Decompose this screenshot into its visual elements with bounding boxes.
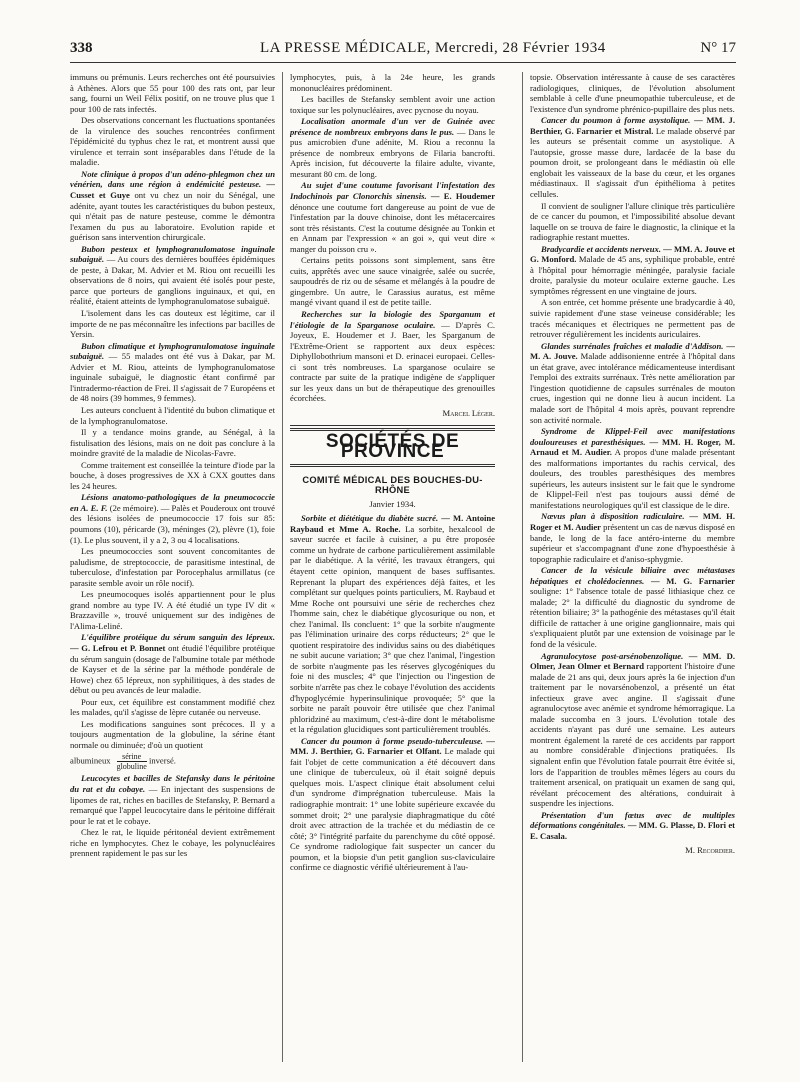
abstract-title: Bubon climatique et lymphogranulomatose inguinale subaiguë. bbox=[70, 340, 275, 362]
abstract-text: présentent un cas de nævus disposé en bande, le long de la face antéro-interne du membre supérieur et s'accompagnant d'une zone d'hypoesthésie à topographie radiculaire et d'aniso-sphygmie. bbox=[530, 521, 735, 564]
abstract-title: Syndrome de Klippel-Feil avec manifestations douloureuses et paresthésiques. bbox=[530, 426, 735, 447]
paragraph: Pour eux, cet équilibre est constamment modifié chez les malades, qu'il s'agisse de lèpre cutanée ou nerveuse. bbox=[70, 696, 275, 718]
section-rule bbox=[290, 464, 495, 467]
session-date: Janvier 1934. bbox=[369, 498, 416, 509]
abstract-text: (2e mémoire). — Palès et Pouderoux ont trouvé des lésions isolées de pneumococcie 17 fois sur 85: poumons (10), péricarde (3), méninges (2), plèvre (1), foie (1). Le plus souvent, il y a 2, 3 ou 4 localisations. bbox=[70, 502, 275, 545]
page-header bbox=[70, 40, 736, 60]
abstract-paragraph bbox=[290, 116, 495, 179]
paragraph: Comme traitement est conseillée la teinture d'iode par la bouche, à doses progressives de XX à CXX gouttes dans les 24 heures. bbox=[70, 459, 275, 491]
abstract-text: — En injectant des suspensions de lipomes de rat, riches en bacilles de Stefansky, P. Bernard a remarqué que l'appel leucocytaire dans le péritoine différait pour le rat et le cobaye. bbox=[70, 784, 275, 826]
column-left bbox=[70, 72, 275, 1072]
abstract-title: Lésions anatomo-pathologiques de la pneumococcie en A. E. F. bbox=[70, 492, 275, 513]
abstract-paragraph bbox=[290, 513, 495, 734]
abstract-authors: — M. A. Jouve. bbox=[530, 340, 735, 362]
abstract-authors: — Cusset et Guye bbox=[70, 179, 275, 201]
abstract-authors: — MM. H. Roger et M. Audier bbox=[530, 511, 735, 532]
abstract-paragraph bbox=[530, 810, 735, 842]
paragraph: Certains petits poissons sont simplement, sans être cuits, apprêtés avec une sauce vinaigrée, salée ou sucrée, saupoudrés de riz ou de sésame et mélangés à la poudre de gingembre. Un autre, le Carassius auratus, est même mangé vivant quand il est de petite taille. bbox=[290, 255, 495, 308]
abstract-text: Malade de 45 ans, syphilique probable, entré à l'hôpital pour hémorragie méningée, paralysie faciale droite, paralysie du moteur oculaire externe gauche. Les symptômes régressent en une vingtaine de jours. bbox=[530, 254, 735, 296]
abstract-title: Localisation anormale d'un ver de Guinée avec présence de nombreux embryons dans le pus. bbox=[290, 116, 495, 137]
issue-number: N° 17 bbox=[700, 40, 736, 56]
abstract-title: L'équilibre protéique du sérum sanguin des lépreux. bbox=[81, 632, 275, 643]
formula-label: albumineux bbox=[70, 755, 111, 766]
abstract-title: Bradycardie et accidents nerveux. bbox=[541, 243, 661, 254]
abstract-authors: — MM. J. Berthier, G. Farnarier et Mistral. bbox=[530, 115, 735, 136]
abstract-title: Bubon pesteux et lymphogranulomatose inguinale subaiguë. bbox=[70, 243, 275, 265]
paragraph: Les bacilles de Stefansky semblent avoir une action toxique sur les polynucléaires, avec pycnose du noyau. bbox=[290, 94, 495, 115]
society-name: COMITÉ MÉDICAL DES BOUCHES-DU-RHÔNE bbox=[302, 474, 483, 496]
column-right bbox=[530, 72, 735, 1072]
paragraph: immuns ou prémunis. Leurs recherches ont été poursuivies à Athènes. Alors que 55 pour 100 des rats ont, par leur sang, fourni un Weil Félix positif, on ne trouve plus que 1 pour 100 de rats infectés. bbox=[70, 72, 275, 114]
abstract-paragraph bbox=[530, 651, 735, 809]
abstract-title: Leucocytes et bacilles de Stefansky dans le péritoine du rat et du cobaye. bbox=[70, 773, 275, 794]
abstract-paragraph bbox=[530, 565, 735, 649]
paragraph: topsie. Observation intéressante à cause de ses caractères radiologiques, cliniques, de l'évolution absolument semblable à celle d'une pneumopathie tuberculeuse, et de l'existence d'un syndrome phrénico-pupillaire des plus nets. bbox=[530, 72, 735, 114]
paragraph: Il convient de souligner l'allure clinique très particulière de ce cancer du poumon, et l'impossibilité absolue devant laquelle on se trouva de faire le diagnostic, la clinique et la radiographie restant muettes. bbox=[530, 200, 735, 243]
abstract-authors: — MM. J. Berthier, G. Farnarier et Olfant. bbox=[290, 735, 495, 757]
paragraph: Les modifications sanguines sont précoces. Il y a toujours augmentation de la globuline, la sérine étant normale ou diminuée; d'où un quotient bbox=[70, 718, 275, 750]
abstract-text: — 55 malades ont été vus à Dakar, par M. Advier et M. Riou, atteints de lymphogranulomatose inguinale subaiguë, le diagnostic étant confirmé par l'intradermo-réaction de Frei. Il s'agissait de 7 Européens et de 48 noirs (39 hommes, 9 femmes). bbox=[70, 351, 275, 404]
formula-fraction bbox=[117, 752, 147, 771]
abstract-title: Recherches sur la biologie des Sparganum et l'étiologie de la Sparganose oculaire. bbox=[290, 309, 495, 330]
abstract-authors: — MM. A. Jouve et G. Monford. bbox=[530, 243, 735, 265]
formula bbox=[70, 752, 275, 771]
abstract-text: — D'après C. Joyeux, E. Houdemer et J. Baer, les Sparganum de l'Extrême-Orient se rapportent aux deux espèces: Diphyllobothrium mansoni et D. erinacei europaei. Celles-ci sont très nombreuses. La sparganose oculaire se contracte par suite de la pratique indigène de s'appliquer sur les yeux dans un but de thérapeutique des grenouilles écorchées. bbox=[290, 319, 495, 404]
abstract-title: Présentation d'un fœtus avec de multiples déformations congénitales. bbox=[530, 809, 735, 831]
abstract-text: Le malade observé par les auteurs se présentait comme un asystolique. A l'autopsie, grosse masse dure, lardacée de la base du poumon droit, se prolongeant dans le médiastin où elle englobait les vaisseaux de la base du cœur, et les organes médiastinaux. Il s'agissait d'un épithélioma à petites cellules. bbox=[530, 125, 735, 200]
column-divider bbox=[522, 72, 523, 1062]
abstract-text: ont étudié l'équilibre protéique du sérum sanguin (dosage de l'albumine totale par méthode de Kayser et de la sérine par la méthode pondérale de Howe) chez 65 lépreux, non syphilitiques, à des stades de début ou peu avancés de leur maladie. bbox=[70, 642, 275, 696]
abstract-paragraph bbox=[70, 492, 275, 545]
abstract-paragraph bbox=[530, 244, 735, 297]
abstract-authors: — MM. G. Plasse, D. Flori et E. Casala. bbox=[530, 820, 735, 841]
abstract-authors: — G. Lefrou et P. Bonnet bbox=[70, 642, 166, 653]
formula-suffix: inversé. bbox=[148, 755, 176, 766]
abstract-title: Nævus plan à disposition radiculaire. bbox=[541, 511, 685, 522]
signature: M. Recordier. bbox=[685, 845, 735, 856]
abstract-text: — Dans le pus amicrobien d'une adénite, M. Riou a reconnu la présence de nombreux embryons de Filaria bancrofti. Après incision, fut découverte la filaire adulte, vivante, mesurant 80 cm. de long. bbox=[290, 126, 495, 179]
abstract-paragraph bbox=[70, 244, 275, 307]
abstract-text: A propos d'une malade présentant des malformations importantes du rachis cervical, des douleurs, des troubles paresthésiques des membres supérieurs, les auteurs insistent sur le fait que le syndrome de Klippel-Feil n'est pas toujours aussi démé de manifestations neurologiques qu'il est classique de le dire. bbox=[530, 447, 735, 510]
column-middle bbox=[290, 72, 495, 1072]
abstract-paragraph bbox=[70, 773, 275, 826]
abstract-paragraph bbox=[70, 632, 275, 695]
abstract-paragraph bbox=[70, 169, 275, 243]
page-number: 338 bbox=[70, 40, 93, 56]
abstract-paragraph bbox=[290, 736, 495, 873]
abstract-title: Au sujet d'une coutume favorisant l'infestation des Indochinois par Clonorchis sinensis. bbox=[290, 180, 495, 202]
abstract-authors: — MM. H. Roger, M. Arnaud et M. Audier. bbox=[530, 436, 735, 458]
abstract-text: — Au cours des dernières bouffées épidémiques de peste, à Dakar, M. Advier et M. Riou ont recueilli les observations de 8 noirs, qui avaient été isolés pour peste, parce que porteurs de ganglions inguinaux, et qui, en réalité, étaient atteints de lymphogranulomatose subaiguë. bbox=[70, 254, 275, 307]
abstract-text: dénonce une coutume fort dangereuse au point de vue de l'infestation par la douve chinoise, dont les métacercaires sont très résistants. C'est la coutume désignée au Tonkin et en Annam par l'expression « an goi », qui veut dire « manger du poisson cru ». bbox=[290, 201, 495, 254]
abstract-text: rapportent l'histoire d'une malade de 21 ans qui, deux jours après la 6e injection d'un traitement par le novarsénobenzol, a présenté un état infectieux grave avec angine. Il s'agissait d'une agranulocytose avec anémie et syndrome hémorragique. La malade succomba en 3 jours. L'évolution totale des accidents n'ayant pas duré une semaine. Les auteurs montrent également la rareté de ces accidents par rapport au nombre considérable d'injections pratiquées. Ils signalent enfin que l'évolution fatale pourrait être évitée si, lors de l'apparition de troubles mêmes légers au cours du traitement arsenical, on pratiquait un examen de sang qui, révélant précocement des altérations, conduirait à suspendre les injections. bbox=[530, 661, 735, 809]
abstract-paragraph bbox=[530, 426, 735, 510]
abstract-title: Agranulocytose post-arsénobenzolique. bbox=[541, 650, 684, 661]
formula-numerator: sérine bbox=[117, 752, 147, 762]
abstract-paragraph bbox=[70, 341, 275, 404]
abstract-text: Le malade qui fait l'objet de cette communication a été découvert dans une clinique de tuberculeux, où il était soigné depuis quelques mois. L'aspect clinique était absolument celui d'un syndrome d'imprégnation tuberculeuse. Mais la radiographie montrait: 1° une lobite supérieure excavée du sommet droit; 2° une paralysie diaphragmatique du côté droit avec attraction de la trachée et du médiastin de ce côté; 3° l'intégrité parfaite du parenchyme du côté opposé. Ce syndrome radiologique fait suspecter un cancer du poumon, et la biopsie d'un petit ganglion sus-claviculaire confirme ce diagnostic vérifié ultérieurement à l'au- bbox=[290, 746, 495, 873]
paragraph: Chez le rat, le liquide péritonéal devient extrêmement riche en lymphocytes. Chez le cobaye, les polynucléaires prennent rapidement le pas sur les bbox=[70, 827, 275, 859]
header-rule bbox=[70, 62, 736, 63]
abstract-title: Note clinique à propos d'un adéno-phlegmon chez un vénérien, dans une région à endémicité pesteuse. bbox=[70, 168, 275, 190]
journal-title: LA PRESSE MÉDICALE, Mercredi, 28 Février 1934 bbox=[260, 40, 606, 56]
paragraph: Les pneumocoques isolés appartiennent pour le plus grand nombre au type IV. A été étudié un type IV dit « Brazzaville », trouvé uniquement sur des indigènes de l'Alima-Leliné. bbox=[70, 589, 275, 631]
abstract-authors: — M. G. Farnarier bbox=[644, 575, 735, 586]
abstract-paragraph bbox=[290, 309, 495, 404]
abstract-paragraph bbox=[290, 180, 495, 254]
abstract-authors: — M. Antoine Raybaud et Mme A. Roche. bbox=[290, 513, 495, 534]
paragraph: Des observations concernant les fluctuations spontanées de la virulence des souches rencontrées confirment l'épidémicité du typhus chez le rat, et montrent aussi que virulence et terrain sont inséparables dans l'étude de la maladie. bbox=[70, 115, 275, 168]
abstract-text: Malade addisonienne entrée à l'hôpital dans un état grave, avec intolérance médicamenteuse interdisant l'emploi des extraits surrénaux. Très nette amélioration par l'ingestion quotidienne de capsules surrénales de mouton crues, ingestion qui ne donne lieu à aucun incident. La malade sort de l'hôpital 4 mois après, pouvant reprendre son activité normale. bbox=[530, 351, 735, 425]
abstract-paragraph bbox=[530, 511, 735, 564]
paragraph: Les pneumococcies sont souvent concomitantes de paludisme, de streptococcie, de parasitisme intestinal, de tuberculose, d'infestation par Porocephalus armillatus (ce parasite semble avoir un rôle nocif). bbox=[70, 546, 275, 588]
formula-denominator: globuline bbox=[116, 762, 147, 772]
abstract-paragraph bbox=[530, 341, 735, 425]
section-title: SOCIÉTÉS DE PROVINCE bbox=[325, 430, 460, 463]
abstract-authors: — MM. D. Olmer, Jean Olmer et Bernard bbox=[530, 650, 735, 672]
abstract-text: La sorbite, hexalcool de saveur sucrée et facile à cuisiner, a pu être proposée comme un hydrate de carbone particulièrement assimilable par le diabétique. A la vérité, les travaux étrangers, qui étayent cette opinion, manquent de bases suffisantes. Reprenant la plupart des expériences déjà faites, et les complétant sur quelques points particuliers, M. Raybaud et Mme Roche ont poursuivi une série de recherches chez l'homme sain, chez le diabétique glycosurique ou non, et chez l'animal. Ils concluent: 1° que la sorbite n'augmente pas l'élimination urinaire des corps réducteurs; 2° que le quotient respiratoire des individus sains ou des diabétiques ne subit aucune variation; 3° que chez l'animal, l'ingestion de sorbite n'augmente pas les réserves glycogéniques du foie ni des muscles; 4° que l'injection ou l'ingestion de sorbite n'arrête pas chez le cobaye l'évolution des accidents d'hypoglycémie hyperinsulinique provoquée; 5° que la sorbite ne paraît pouvoir être utilisée que chez l'animal phloridziné au maximum, c'est-à-dire dont le métabolisme et la régulation glucidiques sont particulièrement troublés. bbox=[290, 523, 495, 735]
abstract-title: Cancer de la vésicule biliaire avec métastases hépatiques et cholédociennes. bbox=[530, 565, 735, 586]
abstract-text: ont vu chez un noir du Sénégal, une adénite, ayant toutes les caractéristiques du bubon pesteux, qui n'était pas de nature pesteuse, comme le démontra l'examen du pus au laboratoire. Evolution rapide et guérison sans intervention chirurgicale. bbox=[70, 190, 275, 243]
section-rule bbox=[290, 425, 495, 426]
paragraph: A son entrée, cet homme présente une bradycardie à 40, suivie rapidement d'une stase veineuse considérable; les tracés mécaniques et électriques ne permettent pas de retrouver régulièrement les incidents auriculaires. bbox=[530, 297, 735, 340]
abstract-title: Cancer du poumon à forme pseudo-tuberculeuse. bbox=[301, 735, 483, 746]
signature: Marcel Léger. bbox=[442, 407, 495, 418]
paragraph: lymphocytes, puis, à la 24e heure, les grands mononucléaires prédominent. bbox=[290, 72, 495, 93]
paragraph: Il y a tendance moins grande, au Sénégal, à la fistulisation des lésions, mais on ne doit pas conclure à la moindre gravité de la maladie de Nicolas-Favre. bbox=[70, 427, 275, 459]
abstract-text: souligne: 1° l'absence totale de passé lithiasique chez ce malade; 2° la difficulté du diagnostic du syndrome de rétention biliaire; 3° la pathogénie des métastases qu'il était difficile de rattacher à une origine ganglionnaire, mais qui s'expliquaient plutôt par une extension de voisinage par le fond de la vésicule. bbox=[530, 586, 735, 649]
abstract-paragraph bbox=[530, 115, 735, 199]
column-divider bbox=[282, 72, 283, 1062]
paragraph: L'isolement dans les cas douteux est légitime, car il importe de ne pas méconnaître les infections par bacilles de Yersin. bbox=[70, 308, 275, 340]
abstract-title: Glandes surrénales fraîches et maladie d'Addison. bbox=[541, 340, 724, 351]
paragraph: Les auteurs concluent à l'identité du bubon climatique et de la lymphogranulomatose. bbox=[70, 404, 275, 426]
abstract-title: Cancer du poumon à forme asystolique. bbox=[541, 115, 691, 126]
abstract-title: Sorbite et diététique du diabète sucré. bbox=[301, 513, 439, 524]
abstract-authors: — E. Houdemer bbox=[426, 191, 495, 202]
